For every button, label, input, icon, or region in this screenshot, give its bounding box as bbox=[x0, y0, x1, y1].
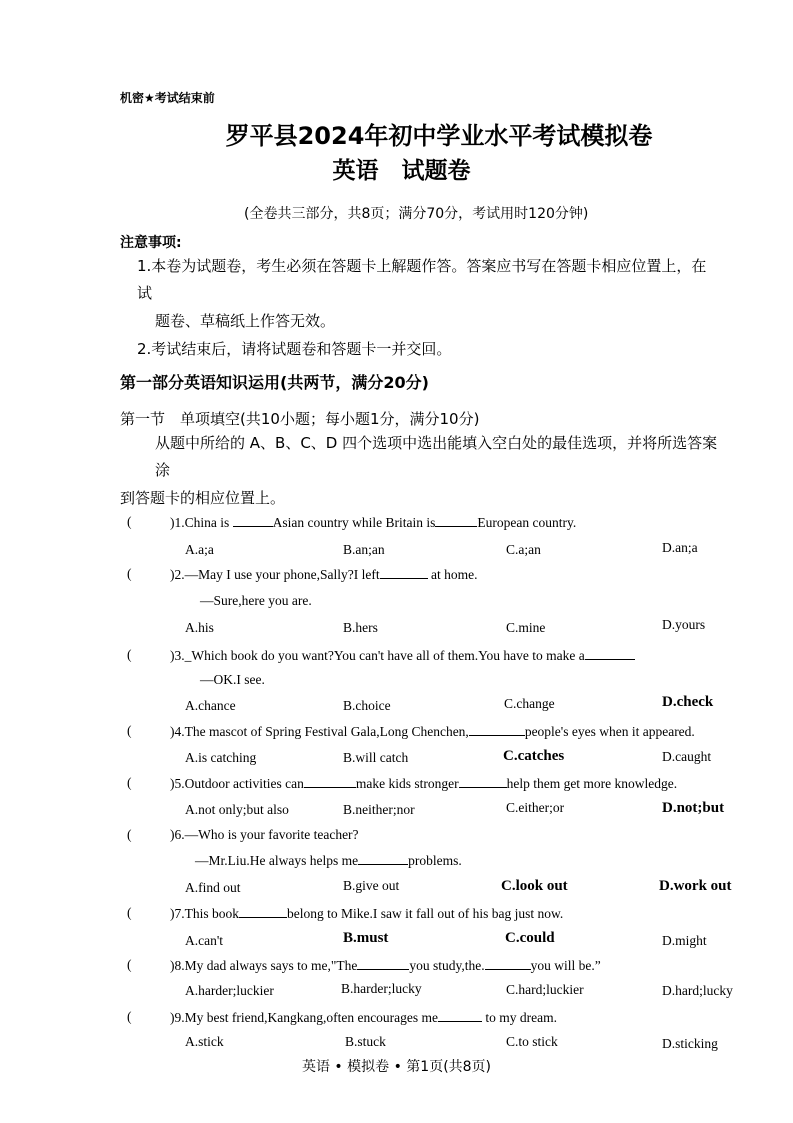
question-stem: )8.My dad always says to me,"The you study,the. you will be.” bbox=[170, 958, 601, 973]
option-c: C.could bbox=[505, 930, 555, 946]
option-c: C.change bbox=[504, 696, 555, 711]
instruction-line-2: 涂 bbox=[155, 461, 171, 479]
option-c: C.to stick bbox=[506, 1034, 558, 1049]
answer-paren: ( bbox=[127, 514, 132, 529]
confidential-mark: 机密★考试结束前 bbox=[120, 91, 215, 105]
question-stem: )1.China is Asian country while Britain is European country. bbox=[170, 515, 577, 530]
option-b: B.give out bbox=[343, 878, 400, 893]
page-subtitle: 英语 试题卷 bbox=[332, 158, 471, 184]
option-c: C.catches bbox=[503, 748, 565, 764]
option-a: A.stick bbox=[185, 1034, 224, 1049]
option-b: B.stuck bbox=[345, 1034, 386, 1049]
question-stem: )7.This book belong to Mike.I saw it fall out of his bag just now. bbox=[170, 906, 564, 921]
option-a: A.chance bbox=[185, 698, 236, 713]
part1-heading: 第一部分英语知识运用(共两节，满分20分) bbox=[120, 373, 429, 392]
option-c: C.a;an bbox=[506, 542, 541, 557]
notice-line-1c: 题卷、草稿纸上作答无效。 bbox=[155, 312, 336, 330]
option-a: A.his bbox=[185, 620, 214, 635]
option-b: B.an;an bbox=[343, 542, 385, 557]
question-line-2: —OK.I see. bbox=[200, 672, 265, 687]
answer-paren: ( bbox=[127, 566, 132, 581]
answer-paren: ( bbox=[127, 723, 132, 738]
question-line-2: —Mr.Liu.He always helps me problems. bbox=[195, 853, 462, 868]
option-c: C.either;or bbox=[506, 800, 565, 815]
option-b: B.will catch bbox=[343, 750, 409, 765]
option-a: A.is catching bbox=[185, 750, 257, 765]
option-b: B.neither;nor bbox=[343, 802, 415, 817]
option-c: C.hard;luckier bbox=[506, 982, 584, 997]
answer-paren: ( bbox=[127, 1009, 132, 1024]
option-a: A.find out bbox=[185, 880, 241, 895]
option-d: D.check bbox=[662, 694, 714, 710]
option-b: B.harder;lucky bbox=[341, 981, 422, 996]
option-b: B.must bbox=[343, 930, 389, 946]
answer-paren: ( bbox=[127, 647, 132, 662]
notice-line-2: 2.考试结束后，请将试题卷和答题卡一并交回。 bbox=[137, 340, 452, 358]
option-d: D.yours bbox=[662, 617, 706, 632]
option-d: D.work out bbox=[659, 878, 732, 894]
option-a: A.not only;but also bbox=[185, 802, 289, 817]
option-a: A.a;a bbox=[185, 542, 214, 557]
option-b: B.hers bbox=[343, 620, 378, 635]
notice-line-1: 1.本卷为试题卷，考生必须在答题卡上解题作答。答案应书写在答题卡相应位置上，在 bbox=[137, 257, 707, 275]
answer-paren: ( bbox=[127, 957, 132, 972]
option-d: D.sticking bbox=[662, 1036, 718, 1051]
answer-paren: ( bbox=[127, 827, 132, 842]
option-d: D.an;a bbox=[662, 540, 698, 555]
question-stem: )3._Which book do you want?You can't have all of them.You have to make a bbox=[170, 647, 635, 664]
option-d: D.hard;lucky bbox=[662, 983, 733, 998]
question-stem: )5.Outdoor activities can make kids stronger help them get more knowledge. bbox=[170, 776, 678, 791]
page-title: 罗平县2024年初中学业水平考试模拟卷 bbox=[225, 122, 653, 150]
exam-info: (全卷共三部分，共8页；满分70分，考试用时120分钟) bbox=[244, 206, 589, 222]
notice-line-1b: 试 bbox=[137, 284, 153, 302]
instruction-line-1: 从题中所给的 A、B、C、D 四个选项中选出能填入空白处的最佳选项，并将所选答案 bbox=[155, 434, 718, 452]
question-stem: )9.My best friend,Kangkang,often encourages me to my dream. bbox=[170, 1010, 558, 1025]
instruction-line-3: 到答题卡的相应位置上。 bbox=[120, 489, 286, 507]
option-d: D.not;but bbox=[662, 800, 725, 816]
option-c: C.mine bbox=[506, 620, 546, 635]
section-heading: 第一节 单项填空(共10小题；每小题1分，满分10分) bbox=[120, 410, 480, 428]
option-c: C.look out bbox=[501, 878, 568, 894]
option-d: D.caught bbox=[662, 749, 712, 764]
question-stem: )6.—Who is your favorite teacher? bbox=[170, 827, 359, 842]
notice-heading: 注意事项: bbox=[120, 235, 182, 251]
question-stem: )2.—May I use your phone,Sally?I left at home. bbox=[170, 567, 478, 582]
page-footer: 英语 • 模拟卷 • 第1页(共8页) bbox=[301, 1059, 492, 1075]
option-d: D.might bbox=[662, 933, 707, 948]
option-a: A.harder;luckier bbox=[185, 983, 274, 998]
question-stem: )4.The mascot of Spring Festival Gala,Long Chenchen, people's eyes when it appeared. bbox=[170, 724, 695, 739]
option-b: B.choice bbox=[343, 698, 391, 713]
answer-paren: ( bbox=[127, 775, 132, 790]
question-line-2: —Sure,here you are. bbox=[200, 593, 312, 608]
answer-paren: ( bbox=[127, 905, 132, 920]
option-a: A.can't bbox=[185, 933, 224, 948]
